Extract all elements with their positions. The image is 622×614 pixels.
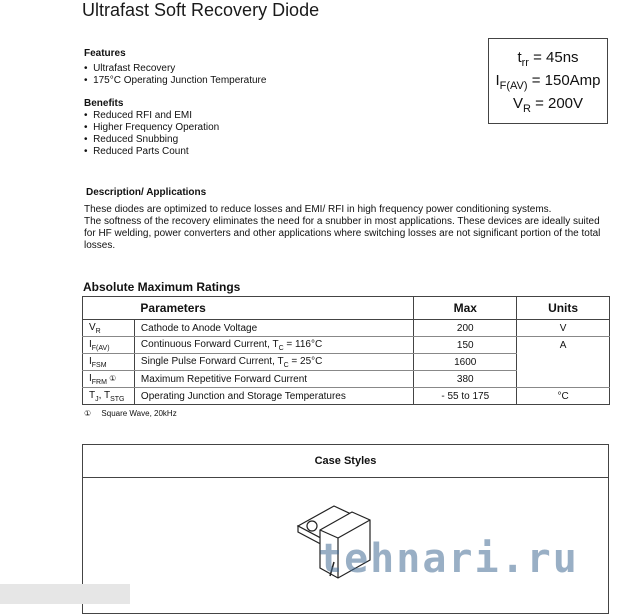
max-cell: 1600 (414, 354, 517, 371)
features-list (84, 63, 266, 87)
benefits-item: • Reduced Parts Count (84, 146, 219, 158)
features-item: • Ultrafast Recovery (84, 63, 266, 75)
symbol-cell: $I_{F(AV)}$ (83, 337, 135, 354)
document-title: Ultrafast Soft Recovery Diode (82, 0, 320, 20)
max-cell: 150 (414, 337, 517, 354)
parameter-cell: Maximum Repetitive Forward Current (134, 371, 413, 388)
symbol-cell: $I_{FRM}$ ① (83, 371, 135, 388)
table-row (83, 354, 610, 371)
footnote-mark: ① (84, 409, 92, 418)
viewer-bottom-strip (0, 584, 130, 604)
table-row (83, 320, 610, 337)
table-row (83, 388, 610, 405)
parameter-cell: Single Pulse Forward Current, $T_C = 25^\circ C$ (134, 354, 413, 371)
table-row (83, 371, 610, 388)
description-text (84, 204, 610, 252)
key-specs-box (488, 38, 608, 124)
unit-cell: °C (517, 388, 610, 405)
parameter-cell: Operating Junction and Storage Temperatures (134, 388, 413, 405)
symbol-cell: $V_R$ (83, 320, 135, 337)
spec-vr: $V_R = 200V$ (512, 95, 584, 115)
case-styles-heading: Case Styles (83, 445, 608, 478)
benefits-item: • Higher Frequency Operation (84, 122, 219, 134)
footnote (84, 409, 177, 418)
benefits-item: • Reduced RFI and EMI (84, 110, 219, 122)
footnote-text: Square Wave, 20kHz (101, 409, 177, 418)
parameters-column-header: Parameters (134, 297, 413, 320)
description-heading: Description/ Applications (86, 187, 207, 198)
benefits-heading: Benefits (84, 98, 124, 109)
description-line: The softness of the recovery eliminates the need for a snubber in most applications. These devices are ideally suited for HF welding, power converters and other applications where switching losses are not significant portion of the total losses. (84, 216, 601, 251)
description-line: These diodes are optimized to reduce losses and EMI/ RFI in high frequency power conditioning systems. (84, 204, 552, 215)
symbol-cell: $I_{FSM}$ (83, 354, 135, 371)
unit-cell: A (517, 337, 610, 354)
unit-cell: V (517, 320, 610, 337)
benefits-list (84, 110, 219, 158)
symbol-column-header (83, 297, 135, 320)
max-cell: 380 (414, 371, 517, 388)
spec-ifav: $I_{F(AV)} = 150Amp$ (495, 72, 601, 92)
max-cell: 200 (414, 320, 517, 337)
ratings-heading: Absolute Maximum Ratings (83, 280, 241, 294)
unit-cell (517, 354, 610, 371)
features-heading: Features (84, 48, 126, 59)
unit-cell (517, 371, 610, 388)
spec-trr: $t_{rr} = 45ns$ (517, 49, 579, 69)
units-column-header: Units (517, 297, 610, 320)
watermark: tehnari.ru (318, 536, 579, 582)
parameter-cell: Continuous Forward Current, $T_C = 116^\circ C$ (134, 337, 413, 354)
parameter-cell: Cathode to Anode Voltage (134, 320, 413, 337)
max-column-header: Max (414, 297, 517, 320)
benefits-item: • Reduced Snubbing (84, 134, 219, 146)
ratings-header-row (83, 297, 610, 320)
symbol-cell: $T_J$, $T_{STG}$ (83, 388, 135, 405)
table-row (83, 337, 610, 354)
features-item: • 175°C Operating Junction Temperature (84, 75, 266, 87)
max-cell: - 55 to 175 (414, 388, 517, 405)
ratings-table (82, 296, 610, 405)
